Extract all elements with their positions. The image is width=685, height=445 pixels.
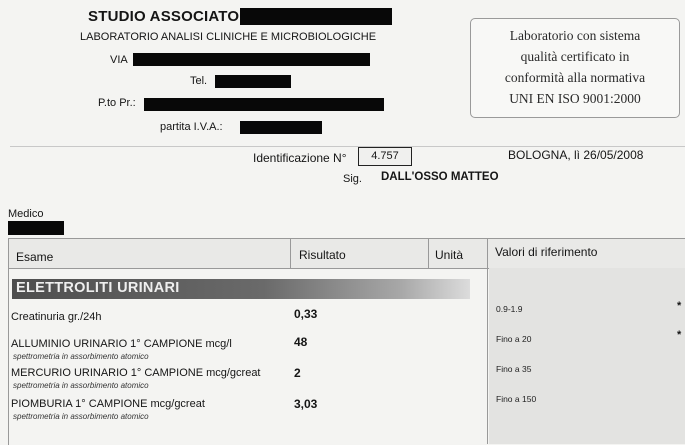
row-3-result: 2 <box>294 366 301 380</box>
row-3-ref: Fino a 35 <box>496 364 532 374</box>
row-4-ref: Fino a 150 <box>496 394 537 404</box>
row-3-method: spettrometria in assorbimento atomico <box>13 381 149 390</box>
patient-name: DALL'OSSO MATTEO <box>381 171 499 183</box>
redacted-pto <box>144 98 384 111</box>
row-1-flag: * <box>677 300 682 312</box>
sig-label: Sig. <box>343 173 362 185</box>
header-divider <box>10 146 685 147</box>
city-date: BOLOGNA, lì 26/05/2008 <box>508 148 644 162</box>
pto-label: P.to Pr.: <box>98 97 136 109</box>
col-header-risultato: Risultato <box>299 248 346 262</box>
col-header-esame: Esame <box>16 250 54 264</box>
identification-number: 4.757 <box>358 147 412 166</box>
row-3-exam: MERCURIO URINARIO 1° CAMPIONE mcg/gcreat <box>11 367 261 379</box>
row-1-result: 0,33 <box>294 307 318 321</box>
row-2-result: 48 <box>294 335 308 349</box>
reference-values-panel <box>489 268 685 444</box>
col-header-unita: Unità <box>435 248 464 262</box>
row-1-ref: 0.9-1.9 <box>496 304 523 314</box>
row-2-exam: ALLUMINIO URINARIO 1° CAMPIONE mcg/l <box>11 338 232 350</box>
cert-line-1: Laboratorio con sistema <box>509 28 641 43</box>
certification-box <box>470 18 680 118</box>
via-label: VIA <box>110 54 128 66</box>
cert-line-2: qualità certificato in <box>520 49 630 64</box>
redacted-piva <box>240 121 322 134</box>
row-4-exam: PIOMBURIA 1° CAMPIONE mcg/gcreat <box>11 398 205 410</box>
row-1-exam: Creatinuria gr./24h <box>11 311 102 323</box>
lab-subtitle: LABORATORIO ANALISI CLINICHE E MICROBIOLOGICHE <box>80 31 377 43</box>
section-title: ELETTROLITI URINARI <box>16 280 180 296</box>
piva-label: partita I.V.A.: <box>160 121 223 133</box>
redacted-phone <box>215 75 291 88</box>
identification-label: Identificazione N° <box>253 151 347 165</box>
redacted-studio-name <box>240 8 392 25</box>
cert-line-4: UNI EN ISO 9001:2000 <box>509 91 641 106</box>
tel-label: Tel. <box>190 75 208 87</box>
row-2-ref: Fino a 20 <box>496 334 532 344</box>
col-header-valori: Valori di riferimento <box>495 245 598 259</box>
row-4-method: spettrometria in assorbimento atomico <box>13 412 149 421</box>
row-4-result: 3,03 <box>294 397 318 411</box>
redacted-medico <box>8 221 64 235</box>
col-divider-1 <box>290 239 291 268</box>
row-2-method: spettrometria in assorbimento atomico <box>13 352 149 361</box>
col-divider-2 <box>428 239 429 268</box>
redacted-address <box>133 53 370 66</box>
cert-line-3: conformità alla normativa <box>504 70 646 85</box>
row-2-flag: * <box>677 329 682 341</box>
studio-name: STUDIO ASSOCIATO <box>88 8 240 25</box>
col-divider-3 <box>487 239 488 444</box>
medico-label: Medico <box>8 208 44 220</box>
